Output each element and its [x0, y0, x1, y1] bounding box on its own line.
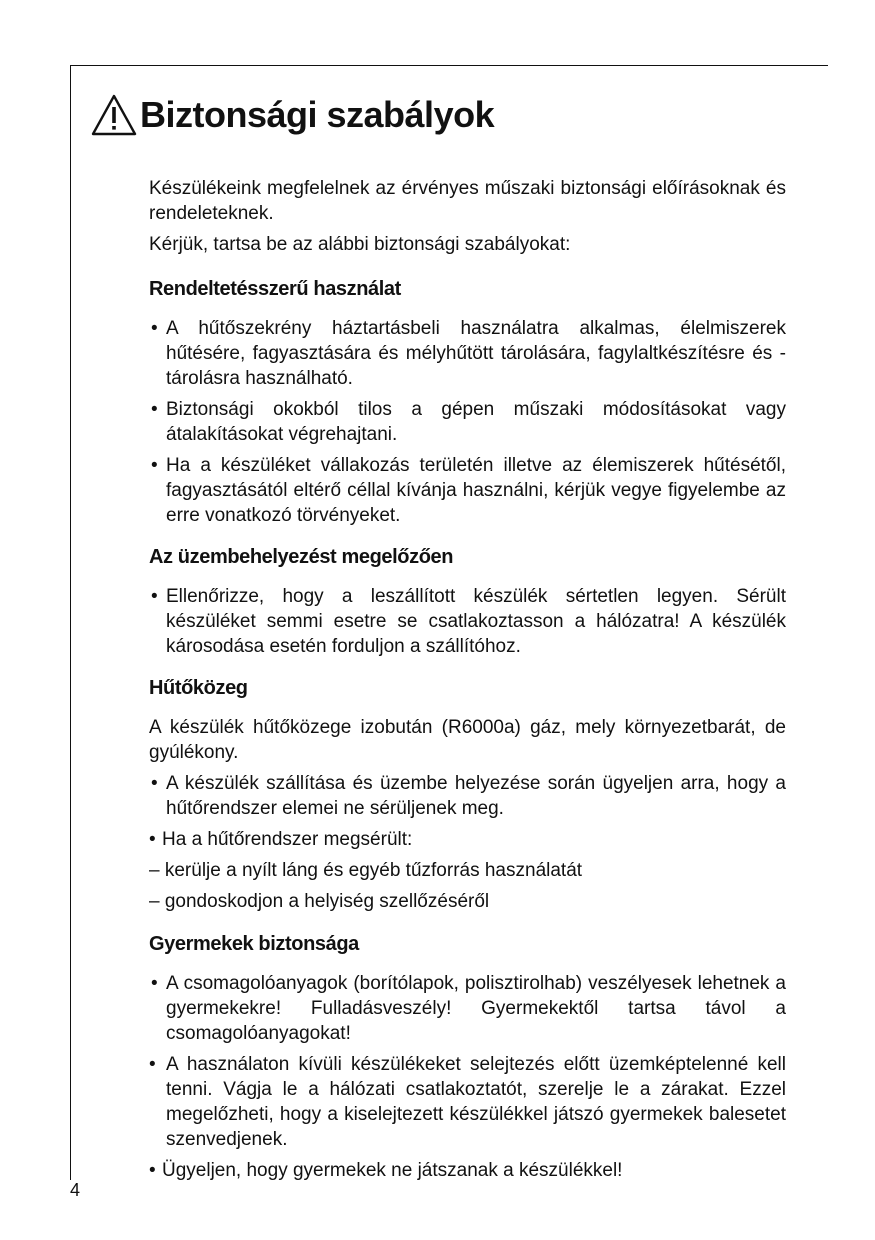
list-item-text: A készülék szállítása és üzembe helyezése során ügyeljen arra, hogy a hűtőrendszer elemei ne sérüljenek meg.	[166, 773, 786, 819]
intro-paragraph: Készülékeink megfelelnek az érvényes műszaki biztonsági előírásoknak és rendeleteknek.	[149, 178, 786, 224]
bullet: •	[151, 586, 158, 607]
bullet: •	[149, 1054, 156, 1075]
section-paragraph: A készülék hűtőközege izobután (R6000a) gáz, mely környezetbarát, de gyúlékony.	[149, 717, 786, 763]
section-heading: Hűtőközeg	[149, 677, 248, 699]
list-item	[149, 316, 786, 391]
dash: –	[149, 891, 160, 912]
title-row	[90, 93, 494, 137]
dash-item-text: gondoskodjon a helyiség szellőzéséről	[164, 891, 490, 912]
dash-item	[149, 858, 786, 883]
section-heading: Gyermekek biztonsága	[149, 933, 359, 955]
list-item-text: A csomagolóanyagok (borítólapok, polisztirolhab) veszélyesek lehetnek a gyermekekre! Fulladásveszély! Gyermekektől tartsa távol a csomagolóanyagokat!	[166, 973, 786, 1044]
top-rule	[70, 65, 828, 66]
list-item-text: Ellenőrizze, hogy a leszállított készülék sértetlen legyen. Sérült készüléket semmi esetre se csatlakoztasson a hálózatra! A készülék károsodása esetén forduljon a szállítóhoz.	[166, 586, 786, 657]
list-item-text: Ha a hűtőrendszer megsérült:	[162, 829, 413, 850]
page-title: Biztonsági szabályok	[140, 94, 495, 135]
dash-item	[149, 889, 786, 914]
list-item	[149, 771, 786, 821]
bullet: •	[151, 773, 158, 794]
list-item-text: A hűtőszekrény háztartásbeli használatra alkalmas, élelmiszerek hűtésére, fagyasztására és mélyhűtött tárolására, fagylaltkészítésre és -tárolásra használható.	[166, 318, 786, 389]
bullet: •	[151, 399, 158, 420]
list-item	[149, 1052, 786, 1152]
list-item-text: Ha a készüléket vállakozás területén illetve az élemiszerek hűtésétől, fagyasztásától eltérő céllal kívánja használni, kérjük vegye figyelembe az erre vonatkozó törvényeket.	[166, 455, 786, 526]
page-number: 4	[70, 1180, 81, 1200]
dash-item-text: kerülje a nyílt láng és egyéb tűzforrás használatát	[164, 860, 583, 881]
section-heading: Rendeltetésszerű használat	[149, 278, 401, 300]
bullet: •	[149, 829, 156, 850]
list-item	[149, 397, 786, 447]
list-item-text: Biztonsági okokból tilos a gépen műszaki módosításokat vagy átalakításokat végrehajtani.	[166, 399, 786, 445]
left-rule	[70, 65, 71, 1180]
intro-paragraph: Kérjük, tartsa be az alábbi biztonsági szabályokat:	[149, 234, 571, 255]
bullet: •	[151, 318, 158, 339]
bullet: •	[151, 973, 158, 994]
bullet: •	[149, 1160, 156, 1181]
warning-triangle-icon	[90, 93, 138, 137]
section-heading: Az üzembehelyezést megelőzően	[149, 546, 454, 568]
list-item-text: A használaton kívüli készülékeket selejtezés előtt üzemképtelenné kell tenni. Vágja le a hálózati csatlakoztatót, szerelje le a zárakat. Ezzel megelőzheti, hogy a kiselejtezett készülékkel játszó gyermekek balesetet szenvedjenek.	[166, 1054, 786, 1150]
list-item-text: Ügyeljen, hogy gyermekek ne játszanak a készülékkel!	[162, 1160, 623, 1181]
list-item	[149, 584, 786, 659]
list-item	[149, 453, 786, 528]
list-item	[149, 1158, 786, 1183]
list-item	[149, 827, 786, 852]
content	[149, 176, 786, 1183]
dash: –	[149, 860, 160, 881]
list-item	[149, 971, 786, 1046]
bullet: •	[151, 455, 158, 476]
